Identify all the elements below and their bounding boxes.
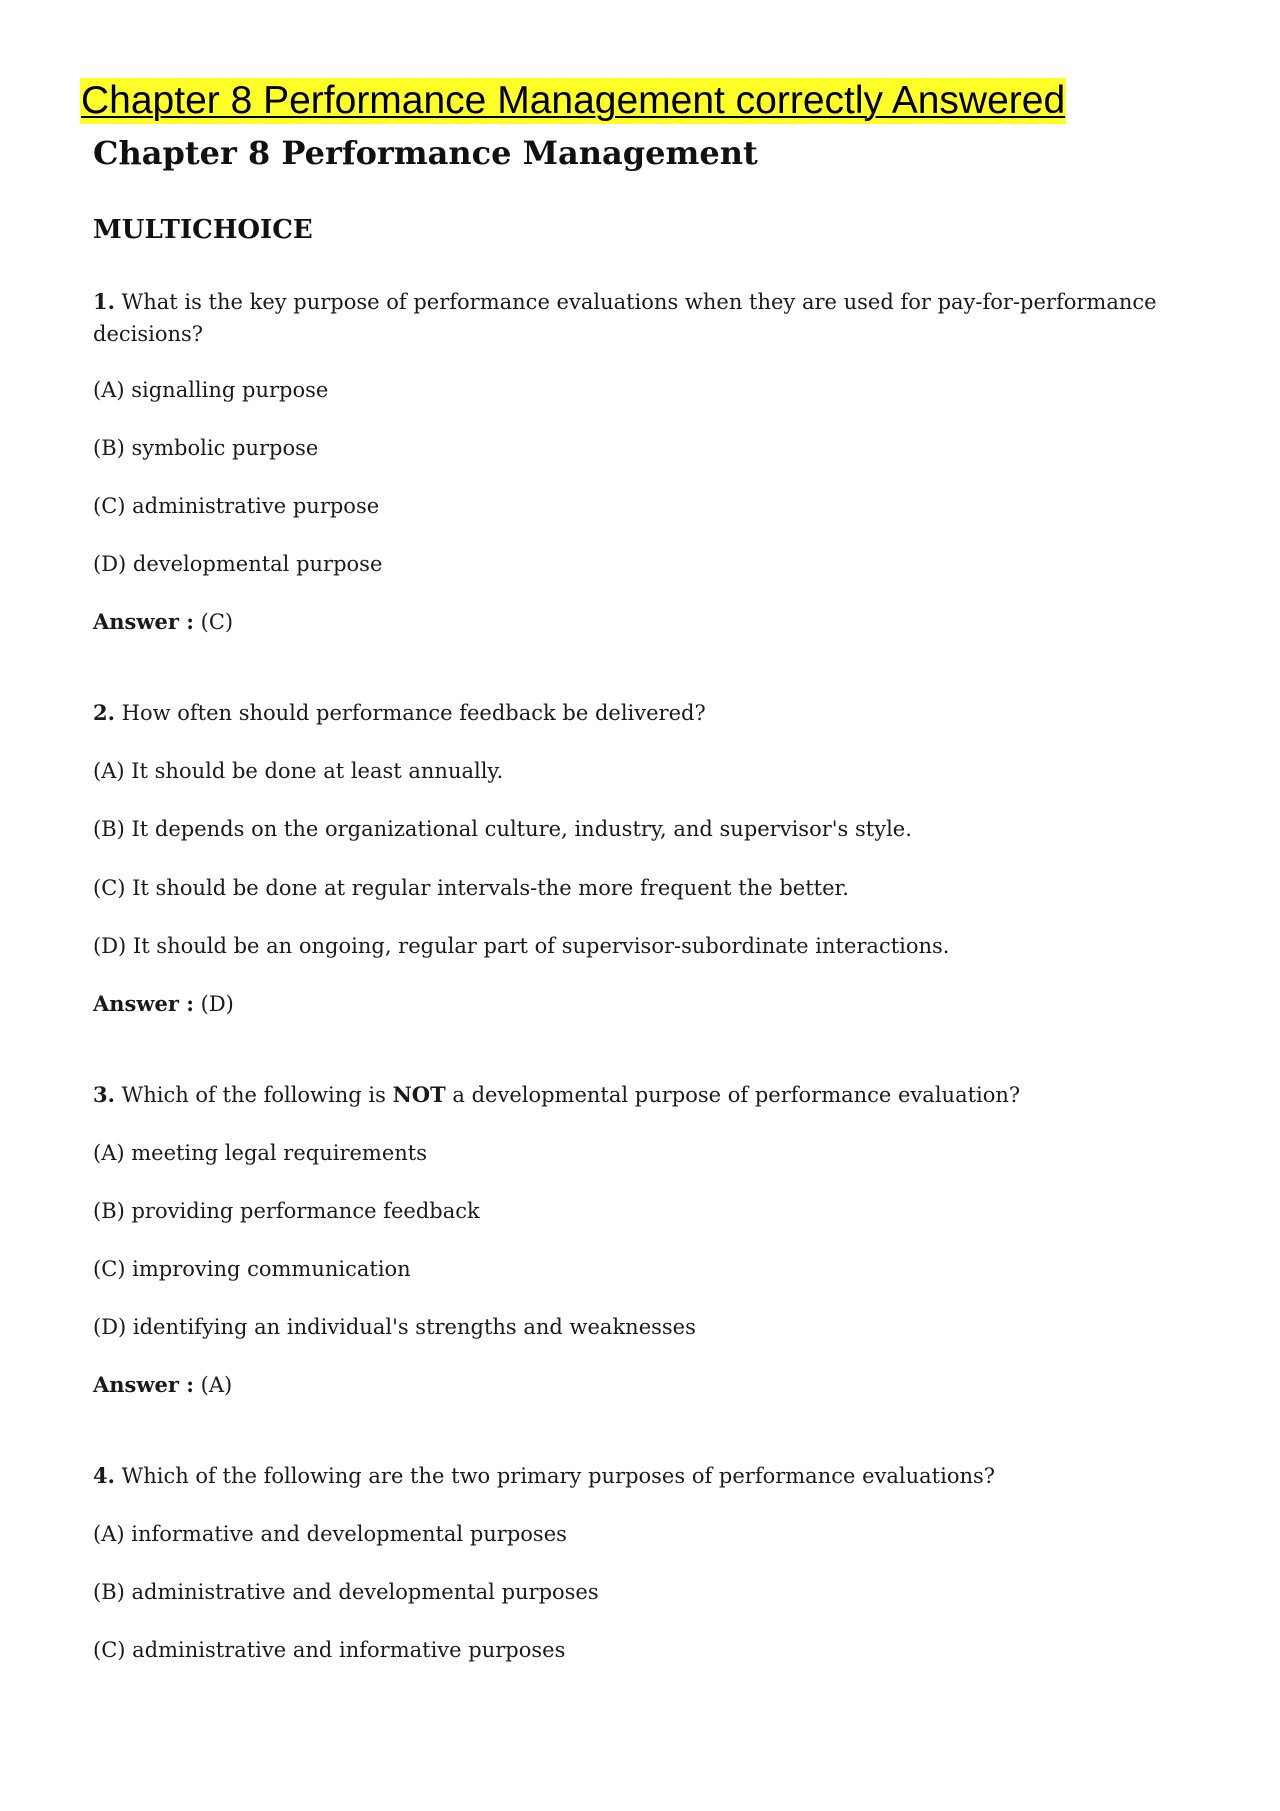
question-prompt-emphasis: NOT	[392, 1082, 446, 1107]
question-2-option-c: (C) It should be done at regular intervals-the more frequent the better.	[93, 876, 849, 900]
question-number: 2.	[93, 700, 115, 725]
question-1-option-d: (D) developmental purpose	[93, 552, 383, 576]
section-heading: MULTICHOICE	[93, 215, 313, 245]
chapter-title: Chapter 8 Performance Management	[93, 134, 758, 172]
question-3-option-c: (C) improving communication	[93, 1257, 411, 1281]
answer-label: Answer :	[93, 609, 194, 634]
question-4-option-c: (C) administrative and informative purposes	[93, 1638, 566, 1662]
question-1-option-a: (A) signalling purpose	[93, 378, 329, 402]
question-4-option-a: (A) informative and developmental purposes	[93, 1522, 567, 1546]
question-number: 3.	[93, 1082, 115, 1107]
question-4-text	[93, 1460, 995, 1492]
question-prompt-end: a developmental purpose of performance evaluation?	[452, 1083, 1021, 1107]
question-2-option-d: (D) It should be an ongoing, regular part of supervisor-subordinate interactions.	[93, 934, 950, 958]
question-1-answer	[93, 606, 233, 638]
answer-label: Answer :	[93, 1372, 194, 1397]
question-2-text	[93, 697, 706, 729]
question-number: 4.	[93, 1463, 115, 1488]
question-2-option-a: (A) It should be done at least annually.	[93, 759, 504, 783]
question-prompt: How often should performance feedback be delivered?	[121, 701, 706, 725]
question-4-option-b: (B) administrative and developmental purposes	[93, 1580, 599, 1604]
question-3-answer	[93, 1369, 232, 1401]
question-2-option-b: (B) It depends on the organizational culture, industry, and supervisor's style.	[93, 817, 912, 841]
answer-label: Answer :	[93, 991, 194, 1016]
answer-value: (A)	[200, 1373, 233, 1397]
question-prompt: What is the key purpose of performance evaluations when they are used for pay-for-performance decisions?	[93, 290, 1157, 346]
question-prompt: Which of the following are the two primary purposes of performance evaluations?	[121, 1464, 996, 1488]
question-3-option-a: (A) meeting legal requirements	[93, 1141, 427, 1165]
question-1-option-b: (B) symbolic purpose	[93, 436, 319, 460]
question-3-text	[93, 1079, 1020, 1111]
question-3-option-d: (D) identifying an individual's strengths and weaknesses	[93, 1315, 696, 1339]
question-1-text	[93, 286, 1193, 350]
answer-value: (D)	[200, 992, 234, 1016]
question-2-answer	[93, 988, 234, 1020]
question-1-option-c: (C) administrative purpose	[93, 494, 380, 518]
answer-value: (C)	[200, 610, 234, 634]
question-number: 1.	[93, 289, 115, 314]
question-3-option-b: (B) providing performance feedback	[93, 1199, 480, 1223]
document-banner-title: Chapter 8 Performance Management correctly Answered	[81, 79, 1066, 122]
question-prompt-start: Which of the following is	[121, 1083, 386, 1107]
